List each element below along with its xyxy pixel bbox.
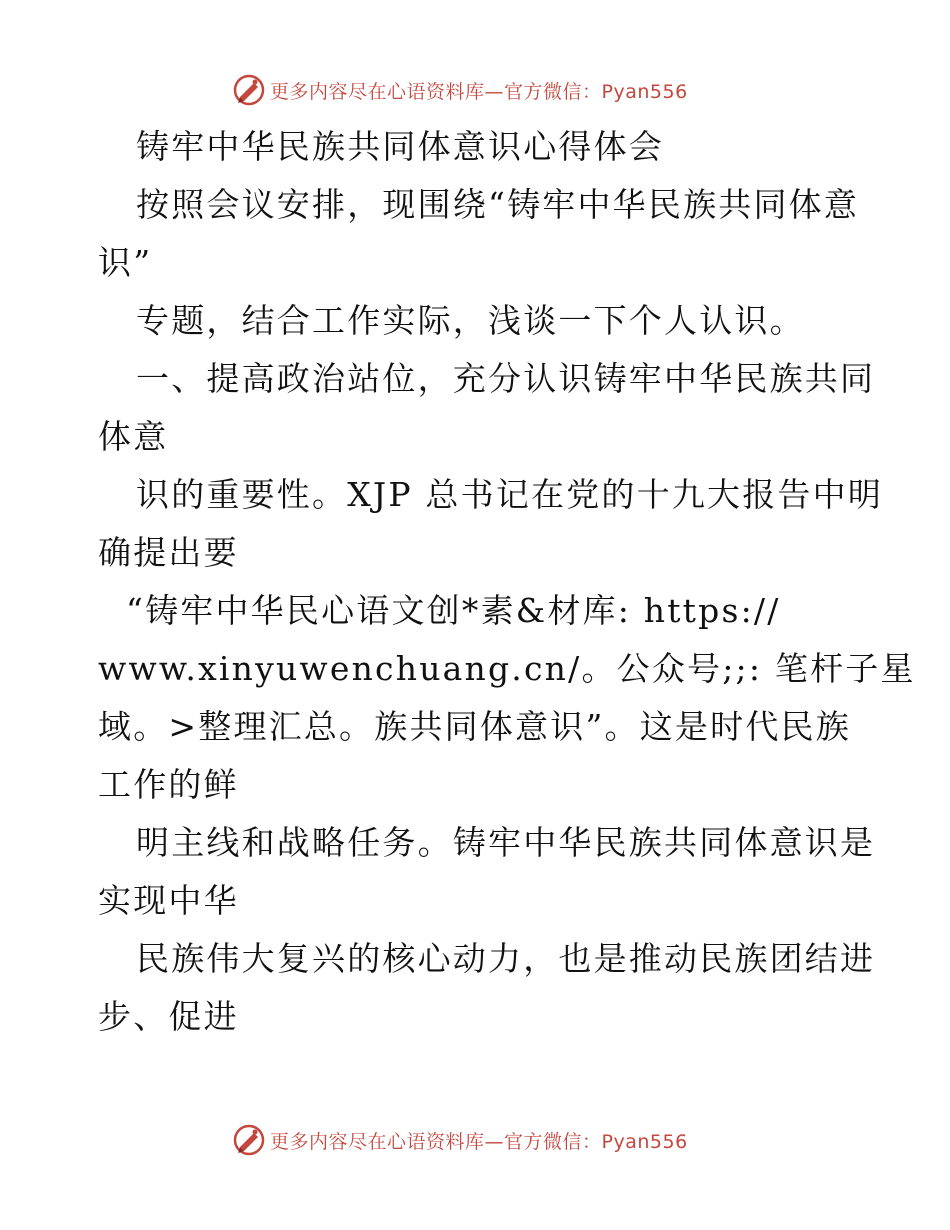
footer-banner-separator: — <box>484 1130 505 1153</box>
paragraph-line: 域。>整理汇总。族共同体意识”。这是时代民族 <box>98 707 851 746</box>
paragraph-line: “铸牢中华民心语文创*素&材库: https:// <box>126 591 781 630</box>
pen-logo-icon <box>232 73 266 107</box>
document-title: 铸牢中华民族共同体意识心得体会 <box>136 127 664 166</box>
paragraph-line: 按照会议安排，现围绕“铸牢中华民族共同体意 <box>136 185 860 224</box>
header-banner-separator: — <box>484 80 505 103</box>
paragraph-line: 步、促进 <box>98 997 239 1036</box>
header-banner-main: 更多内容尽在心语资料库 <box>270 80 485 103</box>
paragraph-line: 识的重要性。XJP 总书记在党的十九大报告中明 <box>136 475 884 514</box>
paragraph-line: www.xinyuwenchuang.cn/。公众号;;: 笔杆子星 <box>98 649 916 688</box>
footer-banner-main: 更多内容尽在心语资料库 <box>270 1130 485 1153</box>
pen-logo-icon <box>232 1123 266 1157</box>
paragraph-line: 实现中华 <box>98 881 239 920</box>
section-heading-line: 一、提高政治站位，充分认识铸牢中华民族共同 <box>136 359 876 398</box>
header-banner-wechat: 官方微信：Pyan556 <box>504 80 688 103</box>
paragraph-line: 工作的鲜 <box>98 765 239 804</box>
paragraph-line: 民族伟大复兴的核心动力，也是推动民族团结进 <box>136 939 876 978</box>
document-body <box>98 118 916 1046</box>
paragraph-line: 确提出要 <box>98 533 239 572</box>
paragraph-line: 明主线和战略任务。铸牢中华民族共同体意识是 <box>136 823 876 862</box>
paragraph-line: 专题，结合工作实际，浅谈一下个人认识。 <box>136 301 805 340</box>
section-heading-line: 体意 <box>98 417 169 456</box>
paragraph-line: 识” <box>98 243 153 282</box>
footer-banner <box>232 1120 732 1160</box>
header-banner <box>232 70 732 110</box>
footer-banner-wechat: 官方微信：Pyan556 <box>504 1130 688 1153</box>
